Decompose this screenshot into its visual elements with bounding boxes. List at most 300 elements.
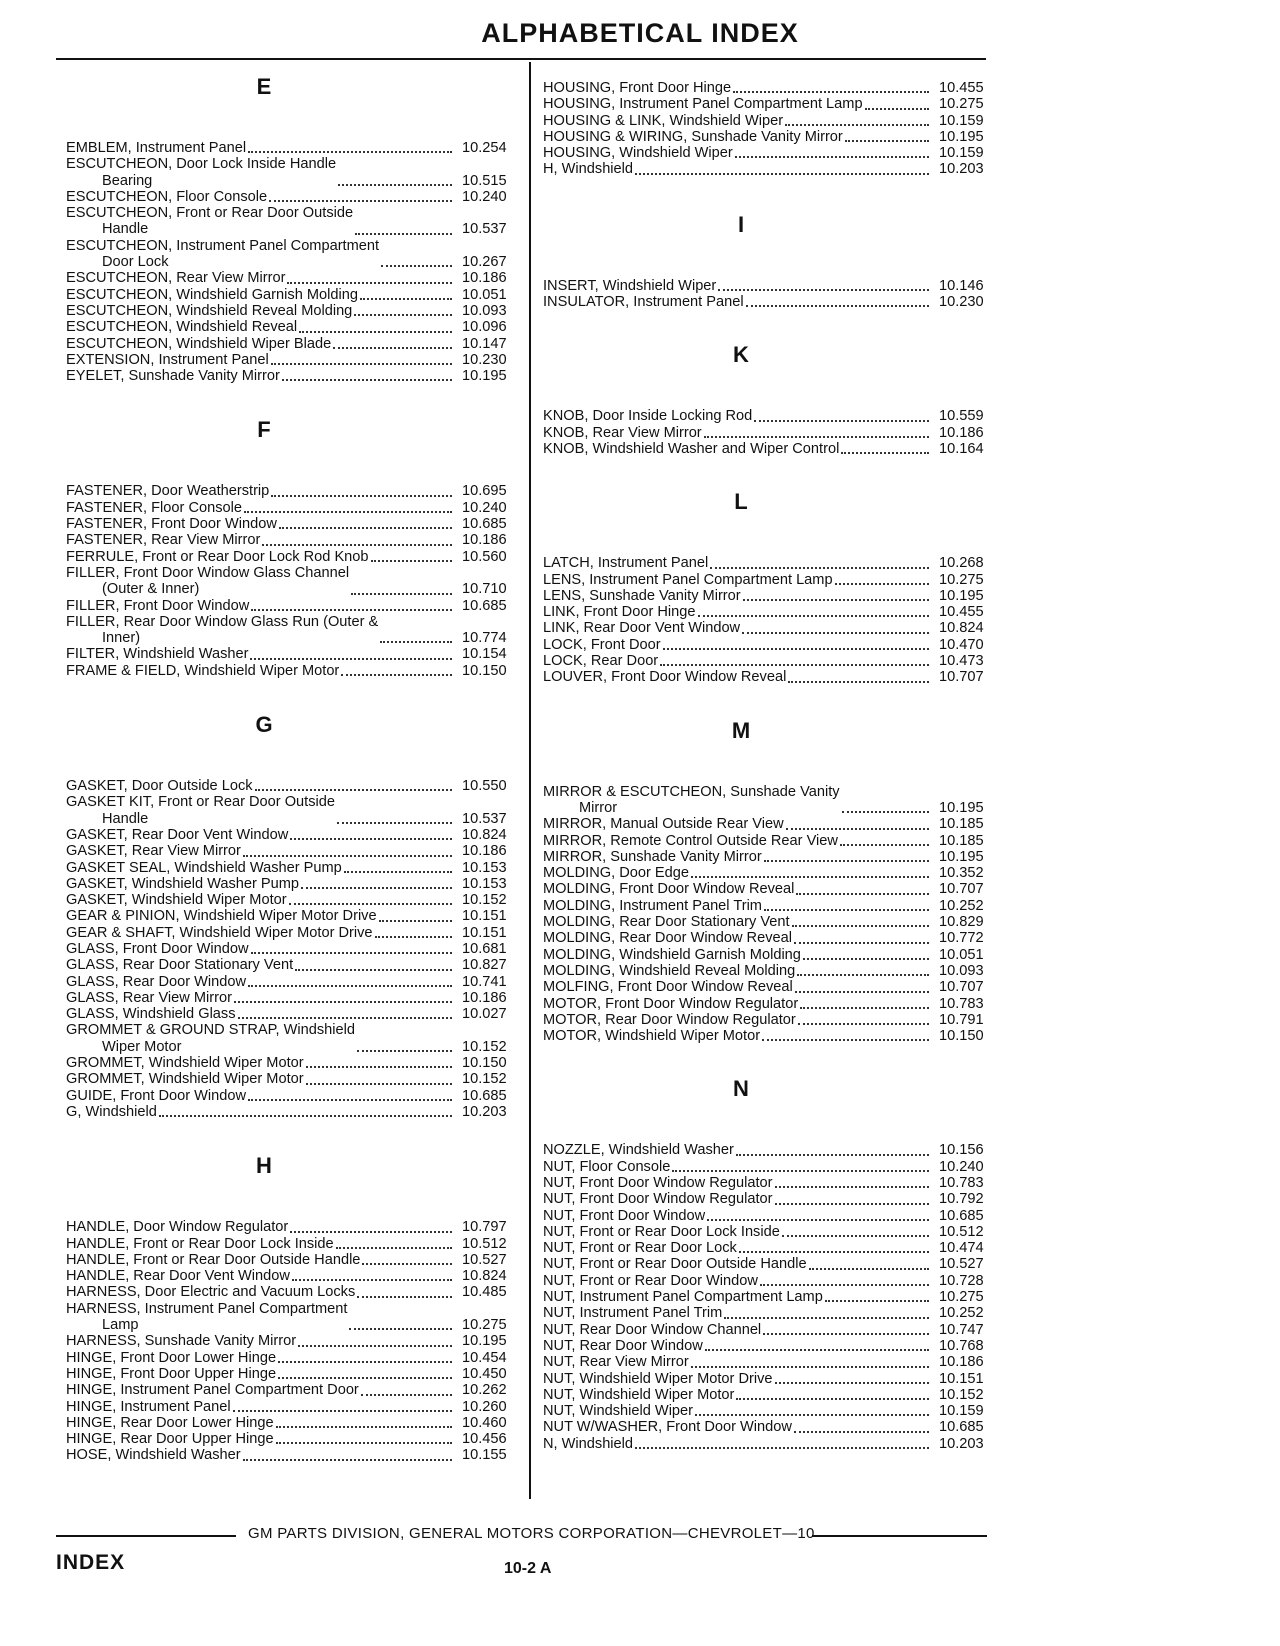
entry-page: 10.455 bbox=[939, 80, 984, 96]
entry-name: GROMMET & GROUND STRAP, Windshield bbox=[66, 1022, 355, 1039]
index-entry bbox=[66, 565, 518, 598]
entry-name: NUT, Front or Rear Door Window bbox=[543, 1272, 758, 1289]
entry-name: HOUSING & WIRING, Sunshade Vanity Mirror bbox=[543, 128, 843, 145]
index-entry bbox=[543, 1142, 995, 1158]
index-entry bbox=[543, 1191, 995, 1207]
entry-page: 10.185 bbox=[939, 832, 984, 849]
section-label: INDEX bbox=[56, 1551, 126, 1574]
entry-name: MOTOR, Front Door Window Regulator bbox=[543, 995, 799, 1012]
entry-page: 10.275 bbox=[939, 571, 984, 588]
left-column bbox=[66, 74, 518, 1464]
dot-leader bbox=[290, 1231, 452, 1233]
entry-page: 10.824 bbox=[462, 826, 507, 843]
entry-page: 10.153 bbox=[462, 875, 507, 892]
entry-name: ESCUTCHEON, Floor Console bbox=[66, 188, 268, 205]
entry-name-continuation: Mirror bbox=[579, 799, 618, 816]
entry-page: 10.152 bbox=[939, 1386, 984, 1403]
index-entry bbox=[543, 1305, 995, 1321]
entry-name: HOSE, Windshield Washer bbox=[66, 1447, 241, 1464]
entry-name: MOLDING, Door Edge bbox=[543, 865, 689, 882]
index-entry bbox=[66, 319, 518, 335]
index-entry bbox=[543, 914, 995, 930]
footer-rule-right bbox=[812, 1535, 987, 1537]
entry-page: 10.470 bbox=[939, 636, 984, 653]
entry-name: LOCK, Rear Door bbox=[543, 653, 659, 670]
index-entry bbox=[66, 1415, 518, 1431]
index-entry bbox=[66, 303, 518, 319]
index-entry bbox=[66, 990, 518, 1006]
entry-name-continuation: Handle bbox=[102, 221, 149, 238]
entry-name: GLASS, Rear Door Window bbox=[66, 973, 247, 990]
entry-name: MIRROR & ESCUTCHEON, Sunshade Vanity bbox=[543, 783, 840, 800]
entry-name: HINGE, Rear Door Upper Hinge bbox=[66, 1431, 274, 1448]
index-entry bbox=[543, 80, 995, 96]
dot-leader bbox=[248, 151, 452, 153]
index-entry bbox=[543, 1403, 995, 1419]
entry-page: 10.195 bbox=[462, 368, 507, 385]
entry-name: GUIDE, Front Door Window bbox=[66, 1087, 247, 1104]
entry-name: HINGE, Rear Door Lower Hinge bbox=[66, 1414, 274, 1431]
entry-page: 10.550 bbox=[462, 778, 507, 795]
entry-page: 10.159 bbox=[939, 112, 984, 129]
index-entry bbox=[66, 1071, 518, 1087]
entry-name: ESCUTCHEON, Windshield Garnish Molding bbox=[66, 286, 358, 303]
dot-leader bbox=[351, 593, 452, 595]
entry-name: HINGE, Instrument Panel Compartment Door bbox=[66, 1382, 359, 1399]
entry-page: 10.203 bbox=[939, 1435, 984, 1452]
index-entry bbox=[66, 794, 518, 827]
dot-leader bbox=[672, 1170, 929, 1172]
entry-name: NUT, Rear Door Window Channel bbox=[543, 1321, 762, 1338]
index-entry bbox=[66, 1366, 518, 1382]
dot-leader bbox=[251, 609, 452, 611]
entry-name: ESCUTCHEON, Door Lock Inside Handle bbox=[66, 156, 337, 173]
index-entry bbox=[66, 532, 518, 548]
entry-name: NUT W/WASHER, Front Door Window bbox=[543, 1419, 792, 1436]
entry-name: HANDLE, Door Window Regulator bbox=[66, 1219, 289, 1236]
index-entry bbox=[543, 408, 995, 424]
entry-page: 10.797 bbox=[462, 1219, 507, 1236]
dot-leader bbox=[635, 1447, 929, 1449]
entry-name: GASKET, Rear Door Vent Window bbox=[66, 826, 289, 843]
dot-leader bbox=[289, 903, 452, 905]
entry-name: FASTENER, Door Weatherstrip bbox=[66, 483, 270, 500]
index-entry bbox=[543, 588, 995, 604]
dot-leader bbox=[251, 952, 453, 954]
index-entry bbox=[543, 669, 995, 685]
entry-page: 10.150 bbox=[939, 1028, 984, 1045]
entry-name: KNOB, Rear View Mirror bbox=[543, 424, 702, 441]
entry-name: GLASS, Rear View Mirror bbox=[66, 989, 232, 1006]
entry-page: 10.512 bbox=[462, 1235, 507, 1252]
index-entry bbox=[543, 1256, 995, 1272]
index-entry bbox=[66, 1006, 518, 1022]
dot-leader bbox=[271, 363, 452, 365]
index-entry bbox=[66, 352, 518, 368]
entry-page: 10.559 bbox=[939, 408, 984, 425]
entry-page: 10.275 bbox=[939, 1289, 984, 1306]
dot-leader bbox=[798, 1023, 929, 1025]
dot-leader bbox=[337, 822, 452, 824]
index-entry bbox=[66, 1399, 518, 1415]
entry-name: MOLDING, Front Door Window Reveal bbox=[543, 881, 795, 898]
index-entry bbox=[543, 1175, 995, 1191]
entry-name: GASKET KIT, Front or Rear Door Outside bbox=[66, 794, 336, 811]
dot-leader bbox=[865, 108, 929, 110]
dot-leader bbox=[338, 184, 452, 186]
dot-leader bbox=[785, 124, 929, 126]
index-entry bbox=[543, 637, 995, 653]
entry-name: ESCUTCHEON, Windshield Reveal bbox=[66, 319, 298, 336]
entry-page: 10.027 bbox=[462, 1006, 507, 1023]
entry-name: G, Windshield bbox=[66, 1103, 157, 1120]
index-entry bbox=[66, 189, 518, 205]
entry-page: 10.685 bbox=[462, 516, 507, 533]
index-section bbox=[543, 212, 995, 311]
dot-leader bbox=[234, 1001, 452, 1003]
index-entry bbox=[66, 614, 518, 647]
index-entry bbox=[66, 336, 518, 352]
entry-page: 10.186 bbox=[939, 1354, 984, 1371]
right-column bbox=[543, 74, 995, 1452]
section-letter: M bbox=[731, 717, 751, 743]
dot-leader bbox=[663, 648, 929, 650]
dot-leader bbox=[724, 1317, 929, 1319]
dot-leader bbox=[775, 1203, 929, 1205]
section-letter: N bbox=[733, 1076, 749, 1102]
entry-list bbox=[66, 1219, 518, 1463]
entry-page: 10.252 bbox=[939, 1305, 984, 1322]
entry-name-continuation: Wiper Motor bbox=[102, 1038, 182, 1055]
entry-page: 10.783 bbox=[939, 1174, 984, 1191]
index-entry bbox=[66, 925, 518, 941]
index-entry bbox=[66, 860, 518, 876]
dot-leader bbox=[764, 860, 929, 862]
entry-name: FASTENER, Front Door Window bbox=[66, 516, 277, 533]
entry-name: HINGE, Instrument Panel bbox=[66, 1398, 231, 1415]
entry-page: 10.151 bbox=[939, 1370, 984, 1387]
dot-leader bbox=[360, 298, 452, 300]
entry-name: HINGE, Front Door Lower Hinge bbox=[66, 1349, 277, 1366]
entry-name-continuation: Lamp bbox=[102, 1317, 139, 1334]
dot-leader bbox=[635, 173, 929, 175]
entry-page: 10.707 bbox=[939, 669, 984, 686]
entry-name: FASTENER, Floor Console bbox=[66, 499, 242, 516]
entry-page: 10.152 bbox=[462, 1071, 507, 1088]
entry-page: 10.827 bbox=[462, 957, 507, 974]
entry-name: LOCK, Front Door bbox=[543, 636, 661, 653]
entry-name: NUT, Windshield Wiper Motor bbox=[543, 1386, 735, 1403]
entry-page: 10.512 bbox=[939, 1223, 984, 1240]
entry-page: 10.146 bbox=[939, 277, 984, 294]
dot-leader bbox=[735, 156, 929, 158]
index-entry bbox=[543, 145, 995, 161]
entry-page: 10.275 bbox=[462, 1317, 507, 1334]
dot-leader bbox=[250, 658, 452, 660]
dot-leader bbox=[718, 289, 929, 291]
entry-page: 10.707 bbox=[939, 979, 984, 996]
entry-page: 10.156 bbox=[939, 1142, 984, 1159]
entry-page: 10.515 bbox=[462, 172, 507, 189]
entry-page: 10.454 bbox=[462, 1349, 507, 1366]
entry-page: 10.710 bbox=[462, 581, 507, 598]
entry-name: GLASS, Front Door Window bbox=[66, 940, 249, 957]
entry-name: FASTENER, Rear View Mirror bbox=[66, 532, 261, 549]
dot-leader bbox=[381, 265, 452, 267]
dot-leader bbox=[698, 615, 930, 617]
entry-page: 10.195 bbox=[939, 848, 984, 865]
entry-name: FILLER, Front Door Window bbox=[66, 597, 250, 614]
index-entry bbox=[543, 555, 995, 571]
dot-leader bbox=[295, 969, 452, 971]
dot-leader bbox=[357, 1296, 452, 1298]
entry-name: HARNESS, Door Electric and Vacuum Locks bbox=[66, 1284, 356, 1301]
entry-name: MOLFING, Front Door Window Reveal bbox=[543, 979, 793, 996]
dot-leader bbox=[276, 1426, 452, 1428]
dot-leader bbox=[746, 305, 929, 307]
index-entry bbox=[543, 881, 995, 897]
index-entry bbox=[543, 572, 995, 588]
index-entry bbox=[66, 368, 518, 384]
index-entry bbox=[543, 1028, 995, 1044]
index-entry bbox=[543, 1289, 995, 1305]
entry-page: 10.153 bbox=[462, 859, 507, 876]
index-entry bbox=[543, 113, 995, 129]
dot-leader bbox=[691, 876, 929, 878]
dot-leader bbox=[788, 681, 929, 683]
entry-name: N, Windshield bbox=[543, 1435, 634, 1452]
dot-leader bbox=[287, 282, 452, 284]
entry-page: 10.485 bbox=[462, 1284, 507, 1301]
entry-page: 10.783 bbox=[939, 995, 984, 1012]
entry-page: 10.450 bbox=[462, 1365, 507, 1382]
entry-name: GASKET, Windshield Wiper Motor bbox=[66, 892, 287, 909]
entry-name: GASKET, Windshield Washer Pump bbox=[66, 875, 300, 892]
index-entry bbox=[66, 156, 518, 189]
entry-page: 10.262 bbox=[462, 1382, 507, 1399]
dot-leader bbox=[292, 1279, 452, 1281]
index-entry bbox=[66, 238, 518, 271]
index-entry bbox=[66, 1236, 518, 1252]
dot-leader bbox=[299, 331, 452, 333]
index-entry bbox=[66, 270, 518, 286]
dot-leader bbox=[238, 1017, 452, 1019]
entry-page: 10.268 bbox=[939, 555, 984, 572]
entry-page: 10.186 bbox=[939, 424, 984, 441]
entry-page: 10.152 bbox=[462, 1038, 507, 1055]
dot-leader bbox=[760, 1284, 929, 1286]
index-entry bbox=[66, 287, 518, 303]
entry-list bbox=[66, 778, 518, 1120]
entry-page: 10.824 bbox=[939, 620, 984, 637]
entry-page: 10.051 bbox=[462, 286, 507, 303]
dot-leader bbox=[278, 1361, 452, 1363]
entry-name-continuation: Bearing bbox=[102, 172, 153, 189]
page-number: 10-2 A bbox=[504, 1560, 552, 1577]
entry-name: INSERT, Windshield Wiper bbox=[543, 277, 717, 294]
entry-page: 10.791 bbox=[939, 1011, 984, 1028]
dot-leader bbox=[754, 420, 929, 422]
entry-name: MOLDING, Rear Door Stationary Vent bbox=[543, 914, 790, 931]
index-entry bbox=[543, 278, 995, 294]
entry-name: EMBLEM, Instrument Panel bbox=[66, 140, 247, 156]
entry-page: 10.252 bbox=[939, 897, 984, 914]
index-entry bbox=[66, 957, 518, 973]
entry-page: 10.240 bbox=[462, 188, 507, 205]
entry-page: 10.195 bbox=[939, 128, 984, 145]
dot-leader bbox=[796, 893, 929, 895]
entry-name: ESCUTCHEON, Instrument Panel Compartment bbox=[66, 237, 380, 254]
entry-name: ESCUTCHEON, Windshield Wiper Blade bbox=[66, 335, 332, 352]
dot-leader bbox=[341, 674, 452, 676]
index-section bbox=[66, 712, 518, 1120]
dot-leader bbox=[355, 233, 452, 235]
entry-name: NUT, Floor Console bbox=[543, 1158, 671, 1175]
dot-leader bbox=[795, 991, 929, 993]
dot-leader bbox=[794, 942, 929, 944]
entry-page: 10.150 bbox=[462, 662, 507, 679]
entry-page: 10.164 bbox=[939, 440, 984, 457]
entry-page: 10.455 bbox=[939, 604, 984, 621]
index-section bbox=[543, 342, 995, 457]
section-letter: G bbox=[255, 712, 273, 738]
entry-name: MOTOR, Rear Door Window Regulator bbox=[543, 1011, 796, 1028]
dot-leader bbox=[842, 811, 929, 813]
dot-leader bbox=[736, 1154, 929, 1156]
entry-name: HOUSING, Front Door Hinge bbox=[543, 80, 732, 96]
entry-page: 10.051 bbox=[939, 946, 984, 963]
index-entry bbox=[66, 1252, 518, 1268]
page-title: ALPHABETICAL INDEX bbox=[481, 18, 799, 48]
dot-leader bbox=[825, 1300, 929, 1302]
dot-leader bbox=[243, 1459, 452, 1461]
index-section bbox=[543, 489, 995, 685]
index-entry bbox=[543, 1371, 995, 1387]
entry-name-continuation: Handle bbox=[102, 810, 149, 827]
entry-name: NUT, Front Door Window Regulator bbox=[543, 1191, 773, 1208]
entry-name: EYELET, Sunshade Vanity Mirror bbox=[66, 368, 280, 385]
dot-leader bbox=[707, 1219, 929, 1221]
dot-leader bbox=[306, 1066, 452, 1068]
entry-name: NUT, Windshield Wiper Motor Drive bbox=[543, 1370, 773, 1387]
index-entry bbox=[543, 1322, 995, 1338]
entry-page: 10.093 bbox=[939, 962, 984, 979]
index-entry bbox=[543, 1012, 995, 1028]
index-entry bbox=[543, 129, 995, 145]
index-entry bbox=[543, 1208, 995, 1224]
entry-list bbox=[543, 278, 995, 311]
footer-text: GM PARTS DIVISION, GENERAL MOTORS CORPORATION—CHEVROLET—10 bbox=[248, 1525, 815, 1542]
index-section bbox=[543, 718, 995, 1045]
index-entry bbox=[66, 516, 518, 532]
entry-page: 10.707 bbox=[939, 881, 984, 898]
entry-name: INSULATOR, Instrument Panel bbox=[543, 294, 744, 311]
entry-page: 10.159 bbox=[939, 145, 984, 162]
entry-name: NUT, Rear View Mirror bbox=[543, 1354, 689, 1371]
index-entry bbox=[543, 898, 995, 914]
entry-page: 10.741 bbox=[462, 973, 507, 990]
entry-name: GLASS, Rear Door Stationary Vent bbox=[66, 957, 294, 974]
entry-name: MOTOR, Windshield Wiper Motor bbox=[543, 1028, 761, 1045]
entry-name: GROMMET, Windshield Wiper Motor bbox=[66, 1055, 304, 1072]
entry-page: 10.685 bbox=[939, 1419, 984, 1436]
dot-leader bbox=[792, 925, 929, 927]
entry-name: HOUSING, Windshield Wiper bbox=[543, 145, 733, 162]
index-entry bbox=[66, 1022, 518, 1055]
index-entry bbox=[66, 663, 518, 679]
entry-name: ESCUTCHEON, Rear View Mirror bbox=[66, 270, 286, 287]
index-entry bbox=[543, 425, 995, 441]
index-entry bbox=[543, 1338, 995, 1354]
entry-name: HARNESS, Instrument Panel Compartment bbox=[66, 1300, 348, 1317]
dot-leader bbox=[764, 909, 929, 911]
dot-leader bbox=[276, 1442, 452, 1444]
entry-page: 10.240 bbox=[939, 1158, 984, 1175]
dot-leader bbox=[710, 567, 929, 569]
entry-page: 10.456 bbox=[462, 1431, 507, 1448]
entry-name: LATCH, Instrument Panel bbox=[543, 555, 709, 572]
index-entry bbox=[66, 827, 518, 843]
dot-leader bbox=[782, 1235, 929, 1237]
entry-page: 10.195 bbox=[939, 587, 984, 604]
entry-page: 10.792 bbox=[939, 1191, 984, 1208]
section-letter: I bbox=[737, 211, 745, 237]
dot-leader bbox=[660, 664, 929, 666]
entry-name: GEAR & PINION, Windshield Wiper Motor Drive bbox=[66, 908, 377, 925]
entry-name: GASKET, Door Outside Lock bbox=[66, 778, 253, 795]
dot-leader bbox=[244, 511, 452, 513]
index-entry bbox=[543, 294, 995, 310]
entry-page: 10.685 bbox=[462, 597, 507, 614]
entry-name: GASKET SEAL, Windshield Washer Pump bbox=[66, 859, 342, 876]
column-divider bbox=[529, 62, 531, 1499]
entry-page: 10.185 bbox=[939, 816, 984, 833]
index-entry bbox=[543, 947, 995, 963]
entry-page: 10.159 bbox=[939, 1403, 984, 1420]
index-entry bbox=[66, 1268, 518, 1284]
entry-name: FILLER, Rear Door Window Glass Run (Outer & bbox=[66, 613, 379, 630]
entry-name: HANDLE, Rear Door Vent Window bbox=[66, 1268, 290, 1285]
index-entry bbox=[66, 1333, 518, 1349]
entry-page: 10.152 bbox=[462, 892, 507, 909]
entry-name: FILLER, Front Door Window Glass Channel bbox=[66, 564, 350, 581]
index-section bbox=[543, 80, 995, 178]
entry-page: 10.275 bbox=[939, 96, 984, 113]
index-entry bbox=[66, 598, 518, 614]
index-entry bbox=[66, 1301, 518, 1334]
entry-name: LINK, Front Door Hinge bbox=[543, 604, 696, 621]
index-entry bbox=[66, 500, 518, 516]
dot-leader bbox=[336, 1247, 452, 1249]
dot-leader bbox=[344, 871, 452, 873]
entry-page: 10.829 bbox=[939, 914, 984, 931]
index-section bbox=[66, 417, 518, 679]
dot-leader bbox=[743, 599, 929, 601]
entry-name: LOUVER, Front Door Window Reveal bbox=[543, 669, 787, 686]
dot-leader bbox=[282, 379, 452, 381]
entry-page: 10.151 bbox=[462, 924, 507, 941]
entry-name-continuation: Inner) bbox=[102, 630, 141, 647]
section-letter: K bbox=[733, 342, 749, 368]
entry-page: 10.186 bbox=[462, 270, 507, 287]
dot-leader bbox=[786, 828, 929, 830]
entry-name: ESCUTCHEON, Windshield Reveal Molding bbox=[66, 302, 353, 319]
entry-page: 10.560 bbox=[462, 548, 507, 565]
entry-page: 10.473 bbox=[939, 653, 984, 670]
entry-page: 10.195 bbox=[939, 799, 984, 816]
index-entry bbox=[66, 1219, 518, 1235]
entry-name: MIRROR, Sunshade Vanity Mirror bbox=[543, 848, 762, 865]
